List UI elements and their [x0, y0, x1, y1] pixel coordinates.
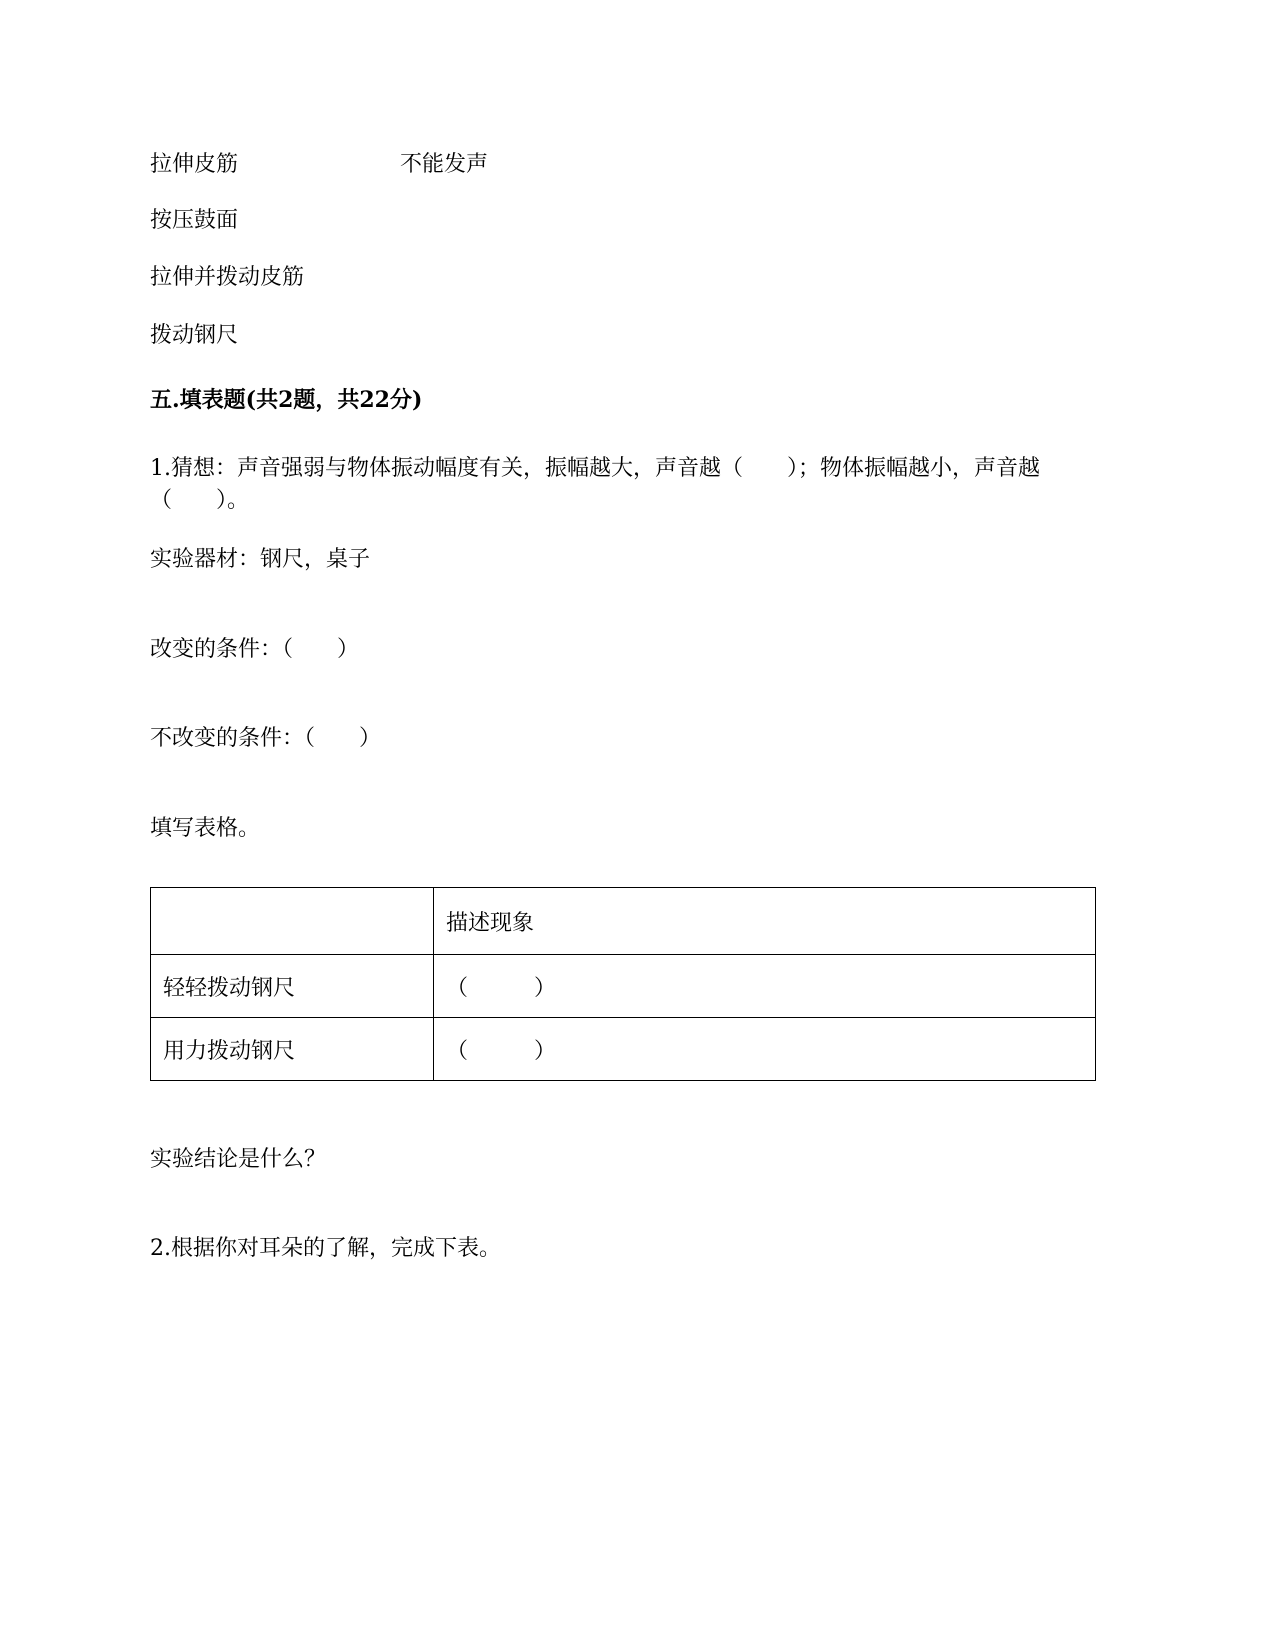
- materials-text: 实验器材：钢尺，桌子: [150, 547, 371, 572]
- section-title: 五.填表题(共2题，共22分): [150, 387, 423, 413]
- match-right-item-1: 不能发声: [400, 152, 489, 177]
- unchanged-condition-text: 不改变的条件：（ ）: [150, 726, 382, 751]
- changed-condition-text: 改变的条件：（ ）: [150, 637, 360, 662]
- observation-table: [150, 887, 1096, 1081]
- match-left-item-1: 拉伸皮筋: [150, 152, 239, 177]
- table-row-label: 轻轻拨动钢尺: [151, 955, 434, 1018]
- table-header-row: [151, 888, 1096, 955]
- match-left-item-3: 拉伸并拨动皮筋: [150, 265, 305, 290]
- match-left-item-2: 按压鼓面: [150, 208, 239, 233]
- question-1-text: 1.猜想：声音强弱与物体振动幅度有关，振幅越大，声音越（ ）；物体振幅越小，声音越（ ）。: [150, 456, 1040, 513]
- table-row-label: 用力拨动钢尺: [151, 1018, 434, 1081]
- table-row-answer-blank[interactable]: （ ）: [434, 955, 1096, 1018]
- question-2-text: 2.根据你对耳朵的了解，完成下表。: [150, 1236, 501, 1261]
- table-row: [151, 1018, 1096, 1081]
- table-header-cell-empty: [151, 888, 434, 955]
- table-row: [151, 955, 1096, 1018]
- fill-table-prompt: 填写表格。: [150, 816, 261, 841]
- table-header-cell-description: 描述现象: [434, 888, 1096, 955]
- match-left-item-4: 拨动钢尺: [150, 323, 239, 348]
- table-row-answer-blank[interactable]: （ ）: [434, 1018, 1096, 1081]
- conclusion-prompt: 实验结论是什么？: [150, 1147, 327, 1172]
